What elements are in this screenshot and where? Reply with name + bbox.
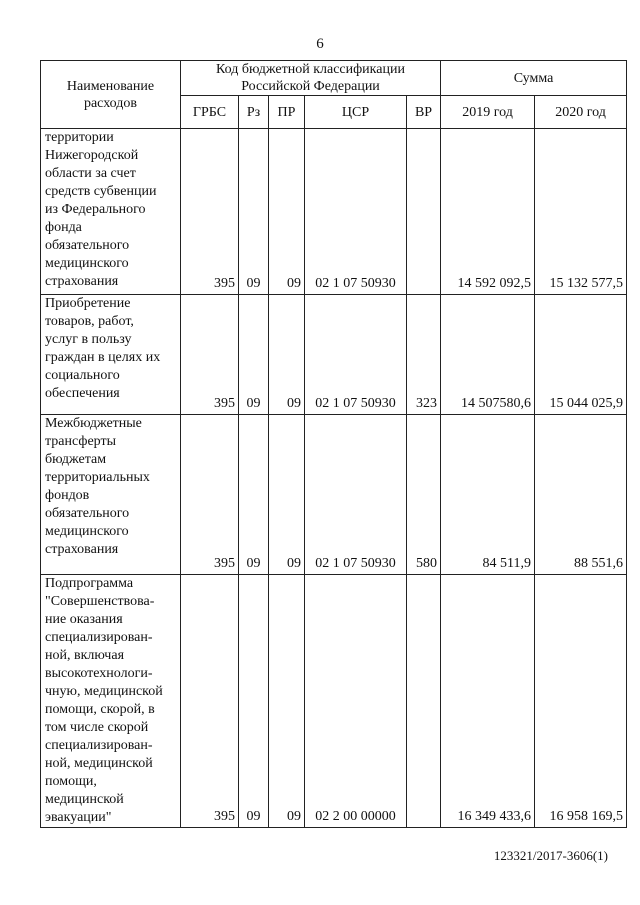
cell-csr: 02 1 07 50930 bbox=[305, 129, 407, 295]
cell-pr: 09 bbox=[269, 415, 305, 575]
row-name-line: страхования bbox=[45, 542, 119, 557]
header-rz: Рз bbox=[239, 96, 269, 129]
row-name-line: "Совершенствова- bbox=[45, 594, 155, 609]
cell-csr: 02 1 07 50930 bbox=[305, 295, 407, 415]
page-number: 6 bbox=[316, 36, 324, 52]
cell-vr bbox=[407, 575, 441, 828]
table-row bbox=[41, 295, 627, 415]
header-2020: 2020 год bbox=[535, 96, 627, 129]
row-name-line: эвакуации" bbox=[45, 810, 112, 825]
cell-grbs: 395 bbox=[181, 129, 239, 295]
cell-2020: 15 132 577,5 bbox=[535, 129, 627, 295]
row-name-line: территории bbox=[45, 130, 114, 145]
row-name bbox=[41, 415, 181, 575]
budget-table bbox=[40, 60, 627, 828]
row-name-line: чную, медицинской bbox=[45, 684, 163, 699]
table-row bbox=[41, 129, 627, 295]
header-name: Наименование расходов bbox=[41, 61, 181, 129]
row-name-line: ной, включая bbox=[45, 648, 125, 663]
row-name-line: трансферты bbox=[45, 434, 117, 449]
row-name-line: области за счет bbox=[45, 166, 136, 181]
row-name bbox=[41, 129, 181, 295]
cell-grbs: 395 bbox=[181, 415, 239, 575]
header-csr: ЦСР bbox=[305, 96, 407, 129]
cell-vr: 580 bbox=[407, 415, 441, 575]
cell-grbs: 395 bbox=[181, 575, 239, 828]
header-2019: 2019 год bbox=[441, 96, 535, 129]
cell-rz: 09 bbox=[239, 415, 269, 575]
table-row bbox=[41, 415, 627, 575]
header-sum-group: Сумма bbox=[441, 61, 627, 96]
row-name-line: помощи, скорой, в bbox=[45, 702, 155, 717]
header-pr: ПР bbox=[269, 96, 305, 129]
cell-csr: 02 2 00 00000 bbox=[305, 575, 407, 828]
cell-pr: 09 bbox=[269, 295, 305, 415]
row-name-line: медицинского bbox=[45, 256, 129, 271]
row-name-line: ной, медицинской bbox=[45, 756, 153, 771]
row-name-line: средств субвенции bbox=[45, 184, 157, 199]
row-name-line: бюджетам bbox=[45, 452, 107, 467]
header-grbs: ГРБС bbox=[181, 96, 239, 129]
row-name-line: том числе скорой bbox=[45, 720, 149, 735]
row-name-line: услуг в пользу bbox=[45, 332, 132, 347]
document-id: 123321/2017-3606(1) bbox=[493, 848, 608, 863]
header-code-group: Код бюджетной классификации Российской Федерации bbox=[181, 61, 441, 96]
cell-2020: 88 551,6 bbox=[535, 415, 627, 575]
cell-2019: 16 349 433,6 bbox=[441, 575, 535, 828]
cell-2020: 16 958 169,5 bbox=[535, 575, 627, 828]
row-name-line: фонда bbox=[45, 220, 82, 235]
row-name-line: граждан в целях их bbox=[45, 350, 161, 365]
row-name bbox=[41, 295, 181, 415]
row-name-line: Межбюджетные bbox=[45, 416, 142, 431]
row-name-line: медицинской bbox=[45, 792, 124, 807]
cell-csr: 02 1 07 50930 bbox=[305, 415, 407, 575]
row-name bbox=[41, 575, 181, 828]
row-name-line: специализирован- bbox=[45, 738, 153, 753]
row-name-line: территориальных bbox=[45, 470, 150, 485]
row-name-line: ние оказания bbox=[45, 612, 123, 627]
row-name-line: высокотехнологи- bbox=[45, 666, 153, 681]
cell-vr: 323 bbox=[407, 295, 441, 415]
header-vr: ВР bbox=[407, 96, 441, 129]
row-name-line: обязательного bbox=[45, 506, 130, 521]
cell-rz: 09 bbox=[239, 295, 269, 415]
row-name-line: из Федерального bbox=[45, 202, 146, 217]
cell-2019: 84 511,9 bbox=[441, 415, 535, 575]
cell-rz: 09 bbox=[239, 129, 269, 295]
row-name-line: Нижегородской bbox=[45, 148, 139, 163]
row-name-line: обеспечения bbox=[45, 386, 120, 401]
row-name-line: товаров, работ, bbox=[45, 314, 134, 329]
row-name-line: социального bbox=[45, 368, 120, 383]
row-name-line: фондов bbox=[45, 488, 90, 503]
row-name-line: обязательного bbox=[45, 238, 130, 253]
cell-pr: 09 bbox=[269, 575, 305, 828]
row-name-line: Приобретение bbox=[45, 296, 131, 311]
row-name-line: специализирован- bbox=[45, 630, 153, 645]
cell-rz: 09 bbox=[239, 575, 269, 828]
table-row bbox=[41, 575, 627, 828]
cell-2019: 14 507580,6 bbox=[441, 295, 535, 415]
cell-2020: 15 044 025,9 bbox=[535, 295, 627, 415]
cell-2019: 14 592 092,5 bbox=[441, 129, 535, 295]
cell-pr: 09 bbox=[269, 129, 305, 295]
row-name-line: помощи, bbox=[45, 774, 97, 789]
row-name-line: страхования bbox=[45, 274, 119, 289]
row-name-line: медицинского bbox=[45, 524, 129, 539]
cell-vr bbox=[407, 129, 441, 295]
cell-grbs: 395 bbox=[181, 295, 239, 415]
row-name-line: Подпрограмма bbox=[45, 576, 134, 591]
